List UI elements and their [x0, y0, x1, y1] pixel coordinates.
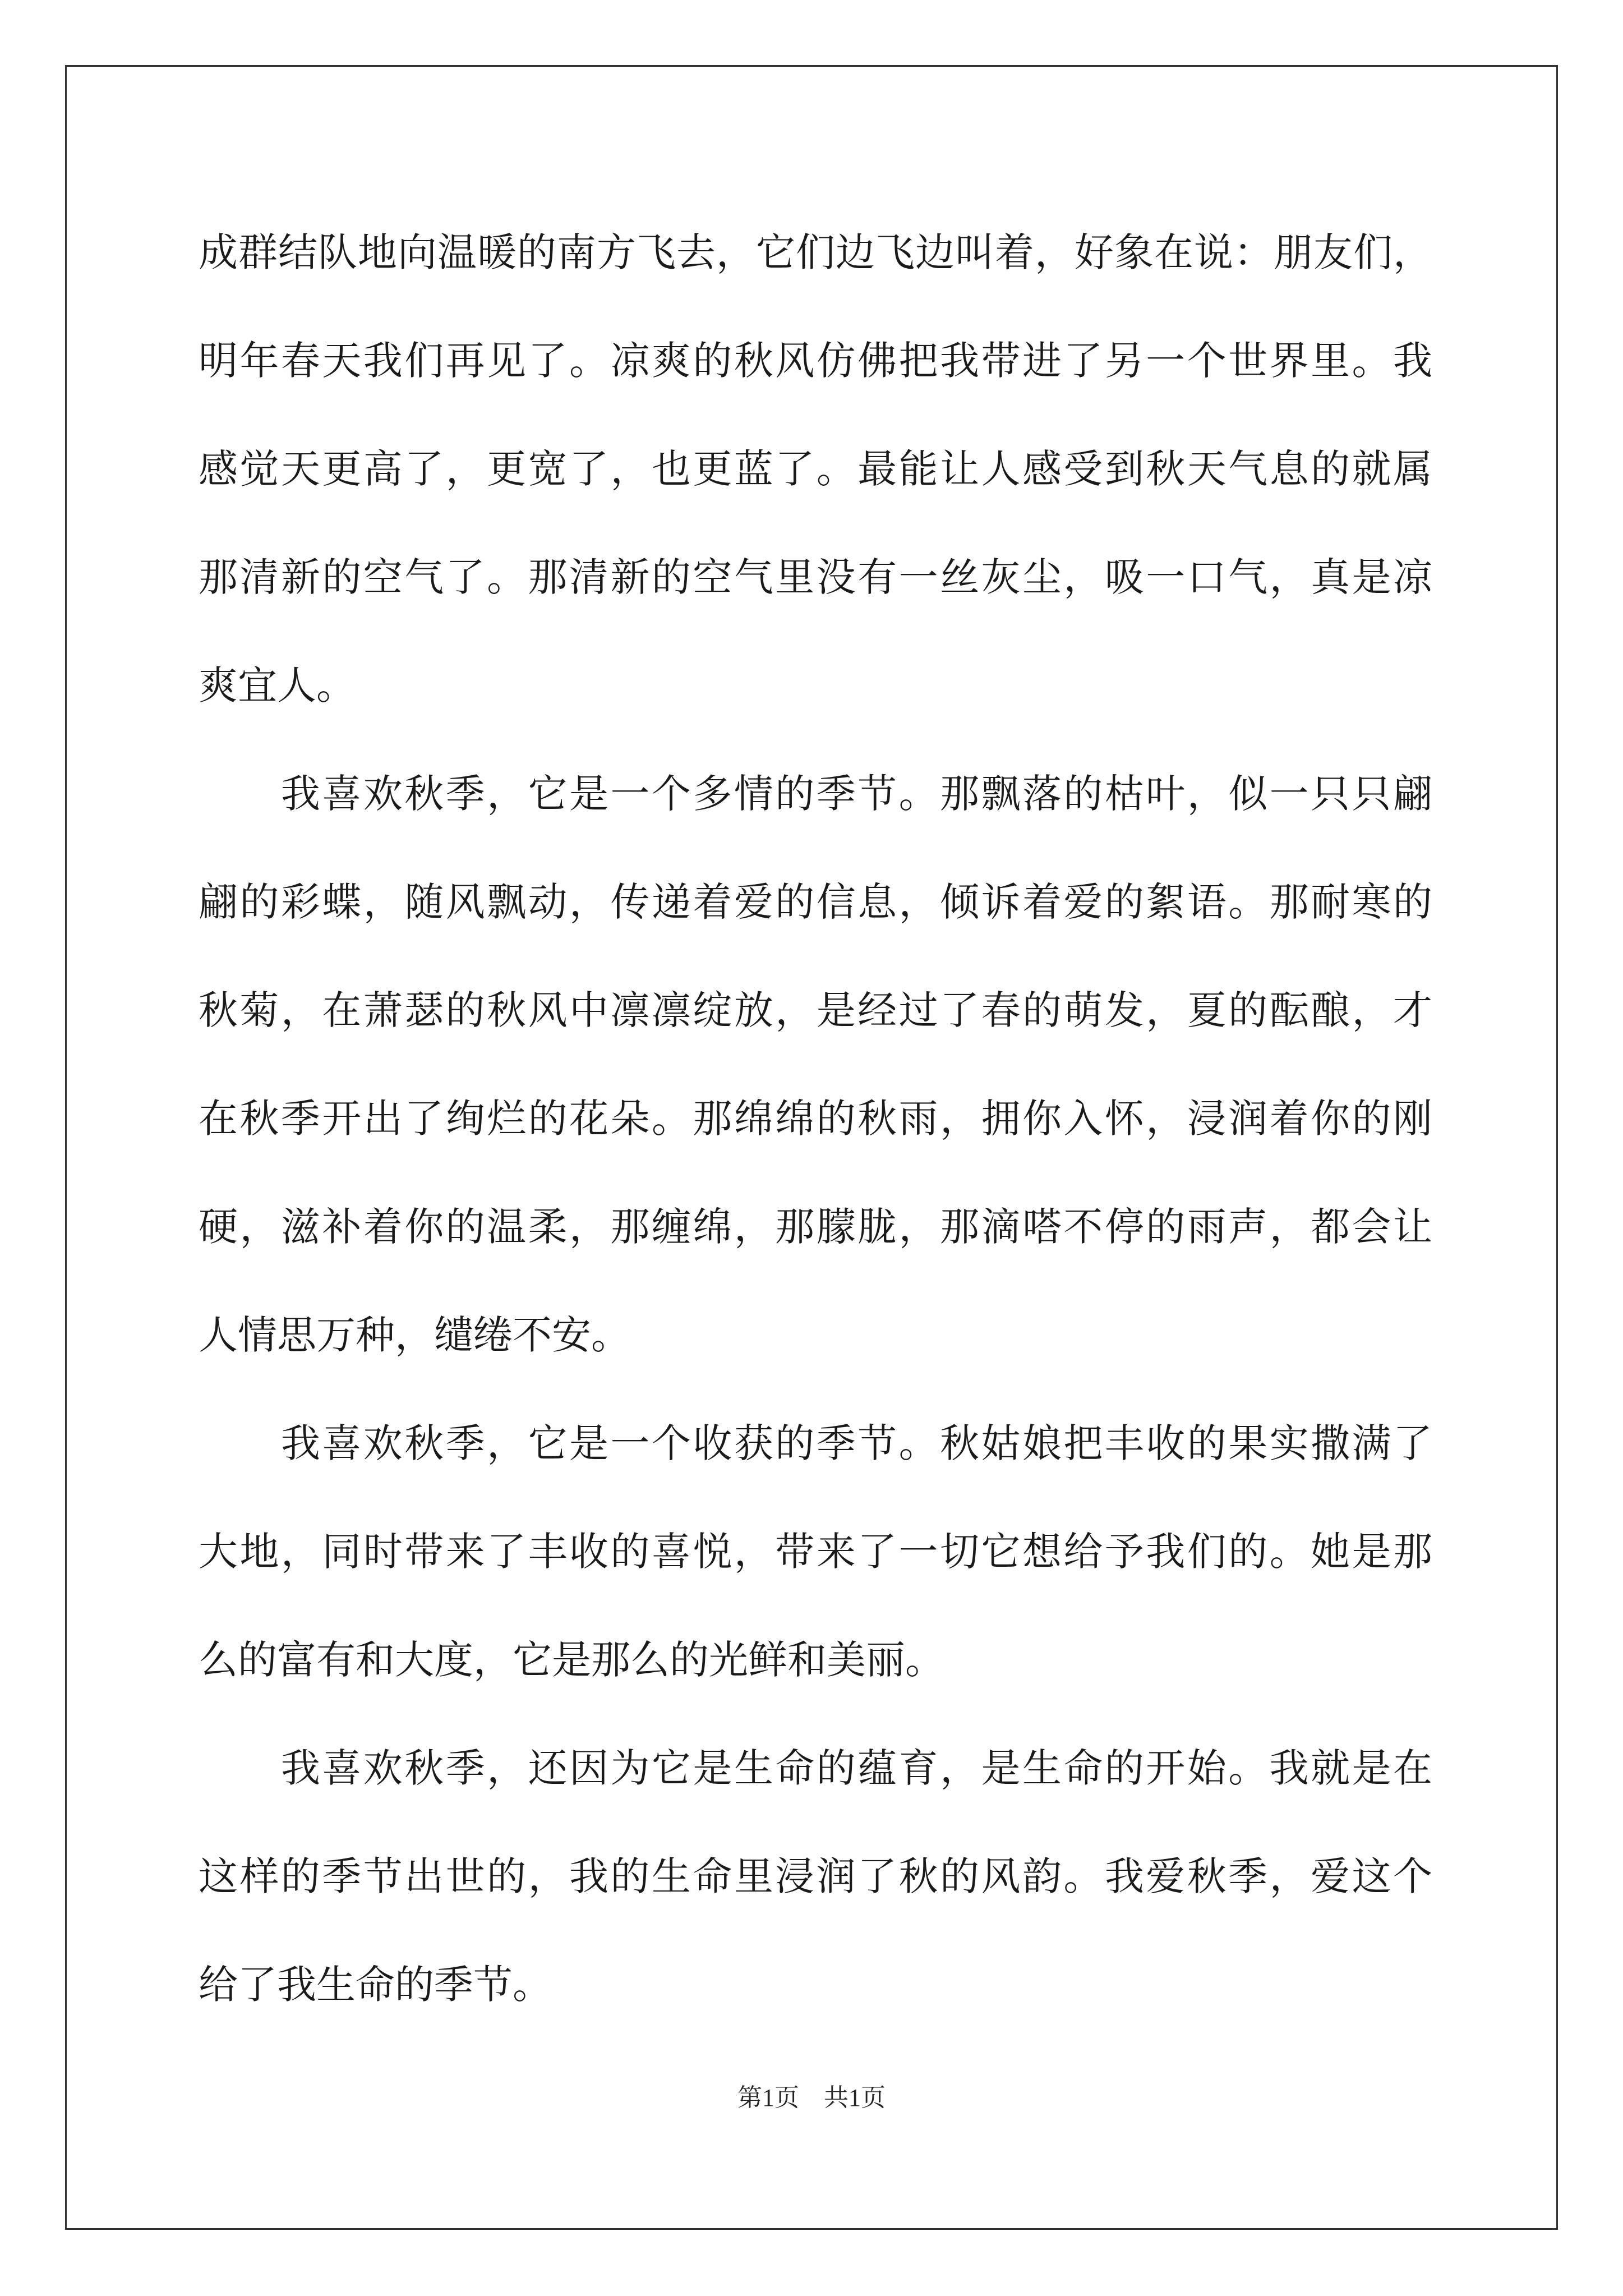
text-line: 明年春天我们再见了。凉爽的秋风仿佛把我带进了另一个世界里。我 — [199, 338, 1432, 384]
text-line: 我喜欢秋季，它是一个收获的季节。秋姑娘把丰收的果实撒满了 — [199, 1420, 1432, 1466]
text-line: 我喜欢秋季，还因为它是生命的蕴育，是生命的开始。我就是在 — [199, 1745, 1432, 1791]
text-line: 我喜欢秋季，它是一个多情的季节。那飘落的枯叶，似一只只翩 — [199, 771, 1432, 817]
document-body — [199, 219, 1432, 2008]
text-line: 秋菊，在萧瑟的秋风中凛凛绽放，是经过了春的萌发，夏的酝酿，才 — [199, 987, 1432, 1033]
text-line: 大地，同时带来了丰收的喜悦，带来了一切它想给予我们的。她是那 — [199, 1529, 1432, 1575]
text-line: 在秋季开出了绚烂的花朵。那绵绵的秋雨，拥你入怀，浸润着你的刚 — [199, 1096, 1432, 1142]
text-line: 成群结队地向温暖的南方飞去，它们边飞边叫着，好象在说：朋友们， — [199, 229, 1432, 275]
text-line: 硬，滋补着你的温柔，那缠绵，那朦胧，那滴嗒不停的雨声，都会让 — [199, 1204, 1432, 1250]
text-line: 那清新的空气了。那清新的空气里没有一丝灰尘，吸一口气，真是凉 — [199, 554, 1432, 600]
text-line: 人情思万种，缱绻不安。 — [199, 1312, 630, 1358]
text-line: 给了我生命的季节。 — [199, 1962, 552, 2008]
text-line: 爽宜人。 — [199, 662, 356, 708]
text-line: 翩的彩蝶，随风飘动，传递着爱的信息，倾诉着爱的絮语。那耐寒的 — [199, 879, 1432, 925]
page-number-footer: 第1页 共1页 — [737, 2084, 886, 2111]
text-line: 么的富有和大度，它是那么的光鲜和美丽。 — [199, 1637, 944, 1683]
text-line: 这样的季节出世的，我的生命里浸润了秋的风韵。我爱秋季，爱这个 — [199, 1853, 1432, 1899]
text-line: 感觉天更高了，更宽了，也更蓝了。最能让人感受到秋天气息的就属 — [199, 446, 1432, 492]
